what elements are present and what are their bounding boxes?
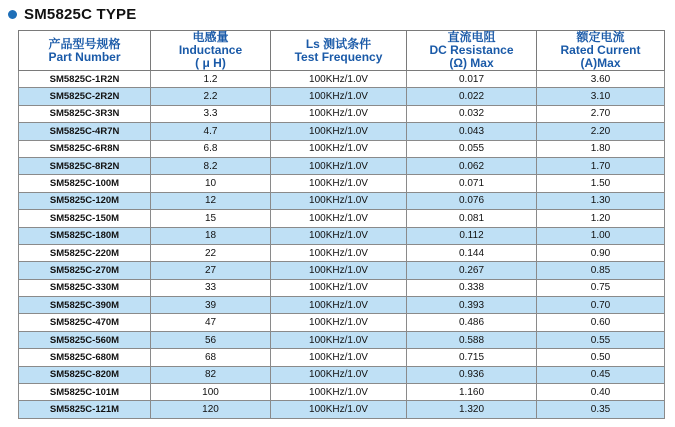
rated-current-cell: 0.50 <box>537 349 665 366</box>
part-number-cell: SM5825C-680M <box>19 349 151 366</box>
table-row <box>19 105 665 122</box>
rated-current-cell: 3.60 <box>537 71 665 88</box>
test-frequency-cell: 100KHz/1.0V <box>271 192 407 209</box>
header-part-number <box>19 31 151 71</box>
test-frequency-cell: 100KHz/1.0V <box>271 244 407 261</box>
inductance-cell: 12 <box>151 192 271 209</box>
part-number-cell: SM5825C-120M <box>19 192 151 209</box>
bullet-icon <box>8 10 17 19</box>
test-frequency-cell: 100KHz/1.0V <box>271 314 407 331</box>
inductance-cell: 3.3 <box>151 105 271 122</box>
table-row <box>19 244 665 261</box>
dc-resistance-cell: 1.160 <box>407 384 537 401</box>
rated-current-cell: 0.40 <box>537 384 665 401</box>
dc-resistance-cell: 0.267 <box>407 262 537 279</box>
table-row <box>19 88 665 105</box>
inductance-cell: 8.2 <box>151 157 271 174</box>
header-unit: (Ω) Max <box>449 56 494 70</box>
dc-resistance-cell: 0.076 <box>407 192 537 209</box>
inductance-cell: 68 <box>151 349 271 366</box>
table-row <box>19 401 665 418</box>
header-rated-current <box>537 31 665 71</box>
test-frequency-cell: 100KHz/1.0V <box>271 71 407 88</box>
test-frequency-cell: 100KHz/1.0V <box>271 88 407 105</box>
inductance-cell: 100 <box>151 384 271 401</box>
table-row <box>19 123 665 140</box>
page-title: SM5825C TYPE <box>24 5 137 23</box>
inductance-cell: 22 <box>151 244 271 261</box>
rated-current-cell: 1.00 <box>537 227 665 244</box>
header-unit: ( μ H) <box>195 56 226 70</box>
rated-current-cell: 0.85 <box>537 262 665 279</box>
test-frequency-cell: 100KHz/1.0V <box>271 210 407 227</box>
rated-current-cell: 0.75 <box>537 279 665 296</box>
rated-current-cell: 1.30 <box>537 192 665 209</box>
header-en: Rated Current <box>560 43 641 57</box>
title-row <box>8 3 136 25</box>
part-number-cell: SM5825C-100M <box>19 175 151 192</box>
table-row <box>19 227 665 244</box>
header-en: Part Number <box>48 49 121 64</box>
dc-resistance-cell: 0.032 <box>407 105 537 122</box>
table-row <box>19 71 665 88</box>
table-row <box>19 157 665 174</box>
dc-resistance-cell: 0.112 <box>407 227 537 244</box>
test-frequency-cell: 100KHz/1.0V <box>271 262 407 279</box>
dc-resistance-cell: 0.022 <box>407 88 537 105</box>
table-row <box>19 175 665 192</box>
dc-resistance-cell: 0.486 <box>407 314 537 331</box>
test-frequency-cell: 100KHz/1.0V <box>271 227 407 244</box>
header-dc-resistance <box>407 31 537 71</box>
test-frequency-cell: 100KHz/1.0V <box>271 366 407 383</box>
part-number-cell: SM5825C-4R7N <box>19 123 151 140</box>
rated-current-cell: 2.20 <box>537 123 665 140</box>
inductance-cell: 56 <box>151 331 271 348</box>
inductance-cell: 4.7 <box>151 123 271 140</box>
header-en: Test Frequency <box>294 49 383 64</box>
part-number-cell: SM5825C-390M <box>19 297 151 314</box>
inductance-cell: 39 <box>151 297 271 314</box>
spec-table <box>18 30 665 419</box>
table-row <box>19 349 665 366</box>
inductance-cell: 120 <box>151 401 271 418</box>
header-cn: Ls 测试条件 <box>305 36 372 51</box>
part-number-cell: SM5825C-2R2N <box>19 88 151 105</box>
part-number-cell: SM5825C-8R2N <box>19 157 151 174</box>
test-frequency-cell: 100KHz/1.0V <box>271 331 407 348</box>
header-row <box>19 31 665 71</box>
part-number-cell: SM5825C-6R8N <box>19 140 151 157</box>
rated-current-cell: 1.80 <box>537 140 665 157</box>
dc-resistance-cell: 0.081 <box>407 210 537 227</box>
inductance-cell: 47 <box>151 314 271 331</box>
dc-resistance-cell: 0.055 <box>407 140 537 157</box>
rated-current-cell: 0.70 <box>537 297 665 314</box>
header-test-frequency <box>271 31 407 71</box>
test-frequency-cell: 100KHz/1.0V <box>271 175 407 192</box>
rated-current-cell: 3.10 <box>537 88 665 105</box>
part-number-cell: SM5825C-220M <box>19 244 151 261</box>
part-number-cell: SM5825C-270M <box>19 262 151 279</box>
table-row <box>19 279 665 296</box>
rated-current-cell: 0.60 <box>537 314 665 331</box>
rated-current-cell: 0.45 <box>537 366 665 383</box>
part-number-cell: SM5825C-3R3N <box>19 105 151 122</box>
dc-resistance-cell: 0.043 <box>407 123 537 140</box>
dc-resistance-cell: 0.062 <box>407 157 537 174</box>
part-number-cell: SM5825C-101M <box>19 384 151 401</box>
test-frequency-cell: 100KHz/1.0V <box>271 157 407 174</box>
inductance-cell: 10 <box>151 175 271 192</box>
header-inductance <box>151 31 271 71</box>
inductance-cell: 15 <box>151 210 271 227</box>
table-row <box>19 210 665 227</box>
table-row <box>19 192 665 209</box>
dc-resistance-cell: 0.936 <box>407 366 537 383</box>
dc-resistance-cell: 0.338 <box>407 279 537 296</box>
inductance-cell: 82 <box>151 366 271 383</box>
table-row <box>19 297 665 314</box>
test-frequency-cell: 100KHz/1.0V <box>271 140 407 157</box>
table-row <box>19 331 665 348</box>
part-number-cell: SM5825C-560M <box>19 331 151 348</box>
inductance-cell: 18 <box>151 227 271 244</box>
header-en: Inductance <box>178 43 243 57</box>
test-frequency-cell: 100KHz/1.0V <box>271 279 407 296</box>
inductance-cell: 6.8 <box>151 140 271 157</box>
inductance-cell: 27 <box>151 262 271 279</box>
rated-current-cell: 0.90 <box>537 244 665 261</box>
header-cn: 直流电阻 <box>447 30 496 44</box>
inductance-cell: 2.2 <box>151 88 271 105</box>
test-frequency-cell: 100KHz/1.0V <box>271 297 407 314</box>
table-row <box>19 262 665 279</box>
dc-resistance-cell: 1.320 <box>407 401 537 418</box>
part-number-cell: SM5825C-1R2N <box>19 71 151 88</box>
table-row <box>19 366 665 383</box>
part-number-cell: SM5825C-330M <box>19 279 151 296</box>
part-number-cell: SM5825C-180M <box>19 227 151 244</box>
test-frequency-cell: 100KHz/1.0V <box>271 123 407 140</box>
rated-current-cell: 2.70 <box>537 105 665 122</box>
header-cn: 额定电流 <box>576 30 625 44</box>
dc-resistance-cell: 0.144 <box>407 244 537 261</box>
test-frequency-cell: 100KHz/1.0V <box>271 401 407 418</box>
header-en: DC Resistance <box>429 43 514 57</box>
part-number-cell: SM5825C-121M <box>19 401 151 418</box>
header-cn: 电感量 <box>192 30 229 44</box>
rated-current-cell: 1.50 <box>537 175 665 192</box>
part-number-cell: SM5825C-820M <box>19 366 151 383</box>
dc-resistance-cell: 0.715 <box>407 349 537 366</box>
table-row <box>19 314 665 331</box>
dc-resistance-cell: 0.588 <box>407 331 537 348</box>
rated-current-cell: 0.55 <box>537 331 665 348</box>
rated-current-cell: 0.35 <box>537 401 665 418</box>
test-frequency-cell: 100KHz/1.0V <box>271 384 407 401</box>
part-number-cell: SM5825C-470M <box>19 314 151 331</box>
header-cn: 产品型号规格 <box>48 36 121 51</box>
rated-current-cell: 1.70 <box>537 157 665 174</box>
test-frequency-cell: 100KHz/1.0V <box>271 349 407 366</box>
rated-current-cell: 1.20 <box>537 210 665 227</box>
inductance-cell: 1.2 <box>151 71 271 88</box>
test-frequency-cell: 100KHz/1.0V <box>271 105 407 122</box>
table-row <box>19 140 665 157</box>
dc-resistance-cell: 0.393 <box>407 297 537 314</box>
part-number-cell: SM5825C-150M <box>19 210 151 227</box>
inductance-cell: 33 <box>151 279 271 296</box>
dc-resistance-cell: 0.017 <box>407 71 537 88</box>
dc-resistance-cell: 0.071 <box>407 175 537 192</box>
header-unit: (A)Max <box>580 56 621 70</box>
table-row <box>19 384 665 401</box>
